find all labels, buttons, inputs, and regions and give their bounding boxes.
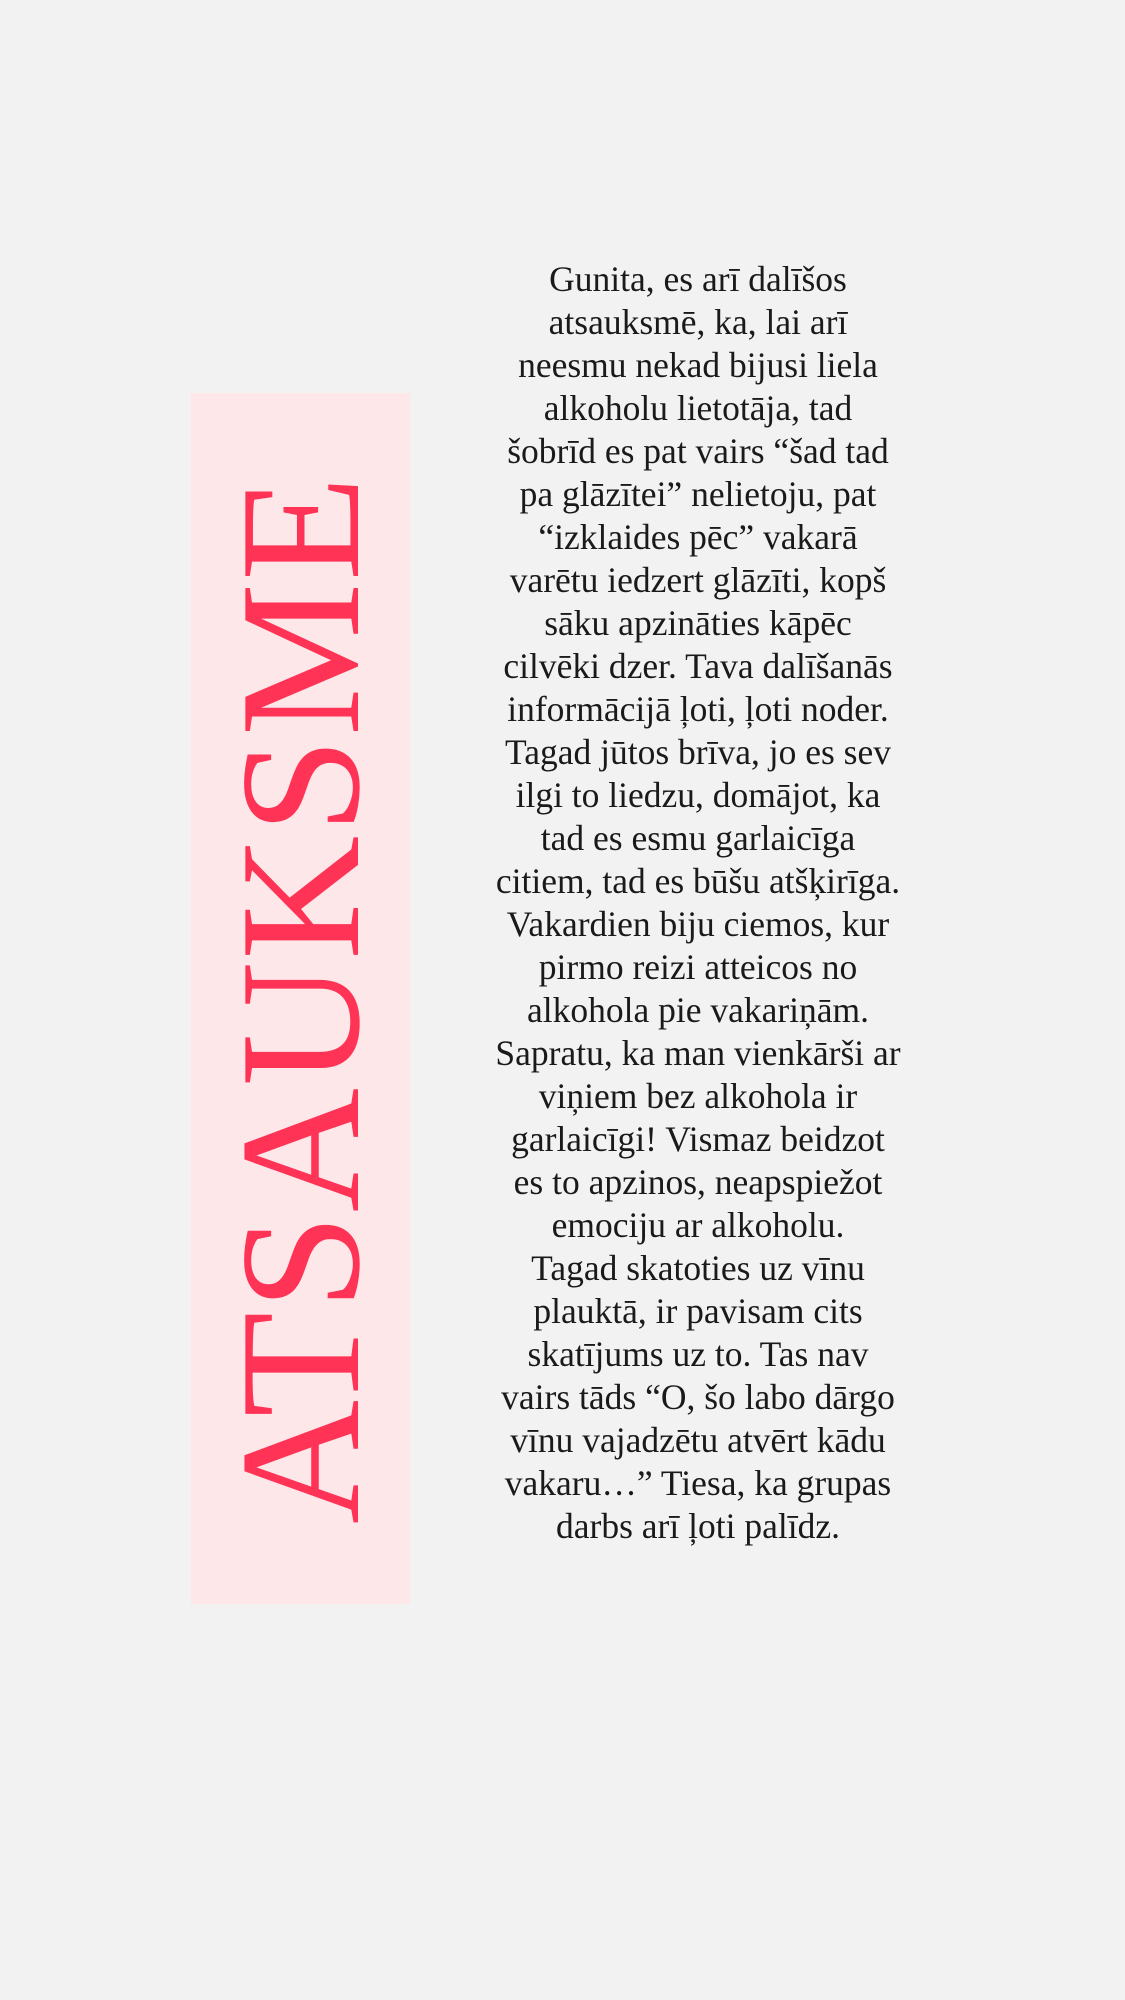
title-heading: ATSAUKSME [205, 473, 396, 1524]
title-panel [191, 393, 410, 1604]
testimonial-paragraph-2: Tagad jūtos brīva, jo es sev ilgi to liedzu, domājot, ka tad es esmu garlaicīga citiem, tad es būšu atšķirīga. Vakardien biju ciemos, kur pirmo reizi atteicos no alkohola pie vakariņām. Sapratu, ka man vienkārši ar viņiem bez alkohola ir garlaicīgi! Vismaz beidzot es to apzinos, neapspiežot emociju ar alkoholu. [495, 732, 901, 1245]
testimonial-text [495, 258, 901, 1548]
testimonial-paragraph-1: Gunita, es arī dalīšos atsauksmē, ka, lai arī neesmu nekad bijusi liela alkoholu lietotāja, tad šobrīd es pat vairs “šad tad pa glāzītei” nelietoju, pat “izklaides pēc” vakarā varētu iedzert glāzīti, kopš sāku apzināties kāpēc cilvēki dzer. Tava dalīšanās informācijā ļoti, ļoti noder. [503, 259, 893, 729]
testimonial-paragraph-3: Tagad skatoties uz vīnu plauktā, ir pavisam cits skatījums uz to. Tas nav vairs tāds “O, šo labo dārgo vīnu vajadzētu atvērt kādu vakaru…” Tiesa, ka grupas darbs arī ļoti palīdz. [501, 1248, 895, 1546]
